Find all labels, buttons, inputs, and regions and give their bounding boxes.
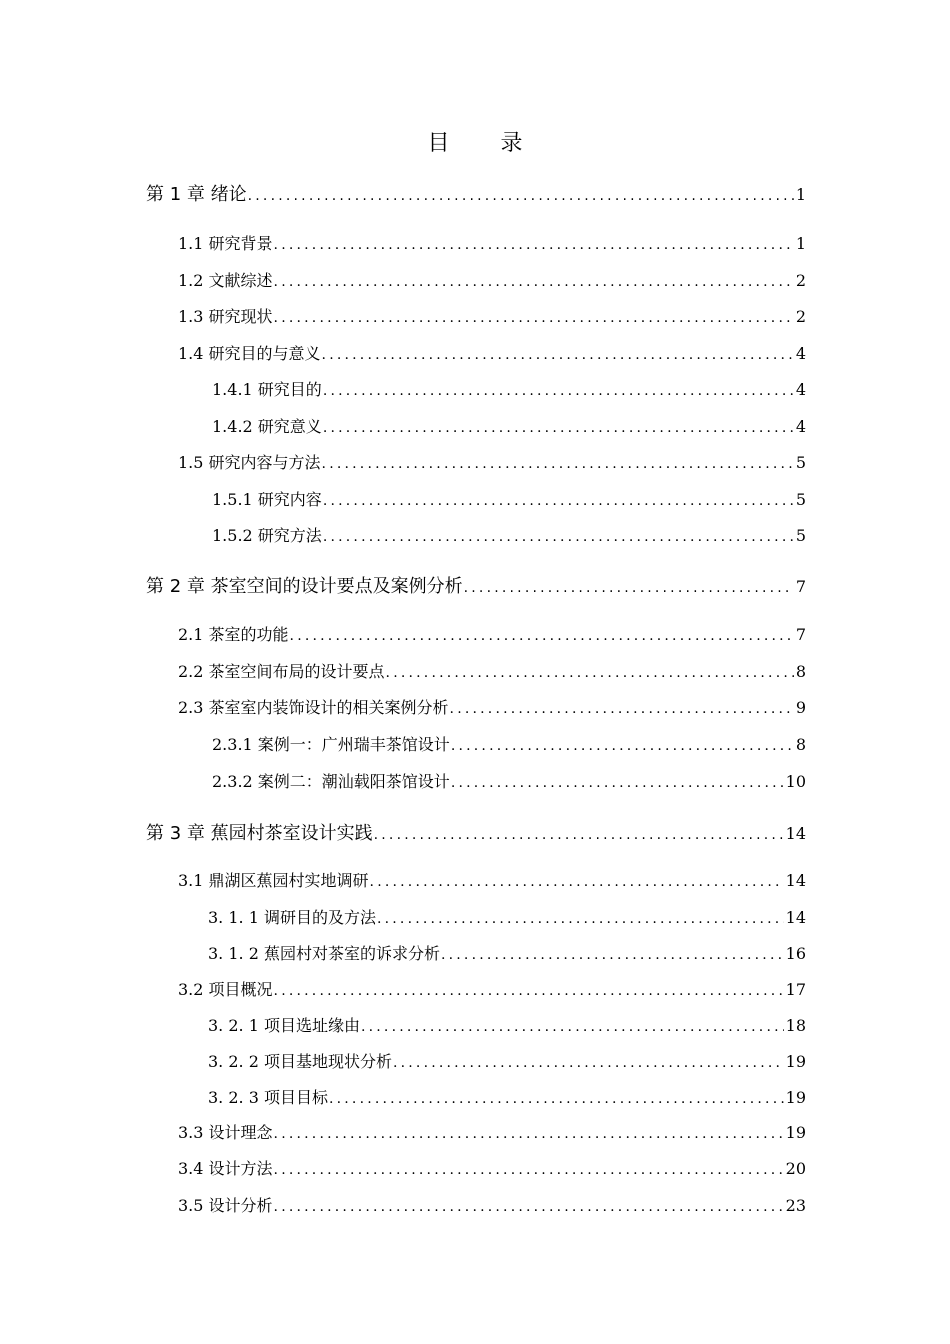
toc-entry[interactable] (212, 487, 806, 510)
toc-page-number: 4 (795, 380, 806, 399)
dot-leader (393, 1055, 784, 1071)
dot-leader (274, 1162, 784, 1178)
toc-entry-text: 3.5 设计分析 (178, 1196, 273, 1215)
toc-page-number: 20 (785, 1159, 806, 1178)
toc-entry[interactable] (208, 941, 806, 964)
dot-leader (329, 1091, 784, 1107)
toc-page-number: 2 (795, 307, 806, 326)
dot-leader (290, 628, 794, 644)
dot-leader (322, 347, 794, 363)
toc-entry-text: 1.5 研究内容与方法 (178, 453, 321, 472)
toc-entry-text: 3. 1. 2 蕉园村对茶室的诉求分析 (208, 944, 440, 963)
dot-leader (322, 456, 794, 472)
toc-entry[interactable] (178, 1193, 806, 1216)
toc-page-number: 1 (795, 185, 806, 204)
toc-page-number: 7 (795, 577, 806, 596)
toc-page-number: 4 (795, 417, 806, 436)
toc-entry-text: 第 3 章 蕉园村茶室设计实践 (146, 823, 373, 844)
toc-entry-text: 1.4.2 研究意义 (212, 417, 322, 436)
toc-entry-text: 3.2 项目概况 (178, 980, 273, 999)
dot-leader (441, 947, 784, 963)
toc-page-number: 8 (795, 662, 806, 681)
toc-entry[interactable] (208, 905, 806, 928)
dot-leader (274, 1126, 784, 1142)
dot-leader (361, 1019, 784, 1035)
toc-page-number: 8 (795, 735, 806, 754)
dot-leader (274, 983, 784, 999)
toc-entry[interactable] (178, 977, 806, 1000)
toc-entry-text: 3. 2. 1 项目选址缘由 (208, 1016, 360, 1035)
toc-page-number: 16 (785, 944, 806, 963)
toc-entry-text: 2.2 茶室空间布局的设计要点 (178, 662, 385, 681)
toc-entry-text: 3. 2. 2 项目基地现状分析 (208, 1052, 392, 1071)
dot-leader (374, 827, 784, 843)
dot-leader (323, 383, 794, 399)
toc-entry[interactable] (178, 1156, 806, 1179)
toc-page-number: 9 (795, 698, 806, 717)
toc-page-number: 14 (785, 908, 806, 927)
toc-entry-text: 1.1 研究背景 (178, 234, 273, 253)
toc-page-number: 19 (785, 1088, 806, 1107)
toc-page-number: 1 (795, 234, 806, 253)
toc-page-number: 4 (795, 344, 806, 363)
toc-entry-text: 2.3 茶室室内装饰设计的相关案例分析 (178, 698, 449, 717)
dot-leader (248, 188, 794, 204)
dot-leader (323, 420, 794, 436)
toc-page-number: 19 (785, 1052, 806, 1071)
toc-entry[interactable] (178, 1120, 806, 1143)
toc-entry-text: 3. 1. 1 调研目的及方法 (208, 908, 376, 927)
page-title: 目 录 (427, 131, 545, 156)
dot-leader (451, 775, 784, 791)
toc-page-number: 14 (785, 824, 806, 843)
toc-entry-text: 1.2 文献综述 (178, 271, 273, 290)
toc-chapter-2[interactable] (146, 572, 806, 598)
toc-entry-text: 2.3.1 案例一：广州瑞丰茶馆设计 (212, 735, 450, 754)
toc-entry-text: 3. 2. 3 项目目标 (208, 1088, 328, 1107)
toc-entry[interactable] (178, 622, 806, 645)
toc-page-number: 7 (795, 625, 806, 644)
toc-entry-text: 3.4 设计方法 (178, 1159, 273, 1178)
dot-leader (451, 738, 794, 754)
toc-chapter-3[interactable] (146, 819, 806, 845)
toc-entry-text: 2.3.2 案例二：潮汕载阳茶馆设计 (212, 772, 450, 791)
toc-entry[interactable] (208, 1049, 806, 1072)
toc-entry-text: 1.4.1 研究目的 (212, 380, 322, 399)
toc-entry[interactable] (212, 414, 806, 437)
dot-leader (274, 274, 794, 290)
toc-chapter-1[interactable] (146, 180, 806, 206)
toc-page-number: 10 (785, 772, 806, 791)
toc-entry-text: 2.1 茶室的功能 (178, 625, 289, 644)
toc-entry[interactable] (178, 341, 806, 364)
toc-page-number: 19 (785, 1123, 806, 1142)
toc-entry[interactable] (178, 695, 806, 718)
toc-page-number: 18 (785, 1016, 806, 1035)
toc-entry[interactable] (178, 659, 806, 682)
toc-page-number: 5 (795, 490, 806, 509)
toc-entry-text: 1.3 研究现状 (178, 307, 273, 326)
toc-entry[interactable] (212, 769, 806, 792)
toc-entry[interactable] (178, 450, 806, 473)
toc-page-number: 17 (785, 980, 806, 999)
toc-entry-text: 第 1 章 绪论 (146, 184, 247, 205)
toc-entry-text: 3.1 鼎湖区蕉园村实地调研 (178, 871, 369, 890)
dot-leader (370, 874, 784, 890)
toc-entry-text: 1.5.1 研究内容 (212, 490, 322, 509)
dot-leader (386, 665, 794, 681)
toc-page-number: 2 (795, 271, 806, 290)
toc-entry-text: 1.5.2 研究方法 (212, 526, 322, 545)
dot-leader (323, 493, 794, 509)
toc-entry[interactable] (178, 868, 806, 891)
toc-page-number: 5 (795, 453, 806, 472)
dot-leader (274, 310, 794, 326)
toc-entry[interactable] (212, 377, 806, 400)
toc-entry[interactable] (178, 231, 806, 254)
toc-entry[interactable] (208, 1085, 806, 1108)
toc-entry-text: 3.3 设计理念 (178, 1123, 273, 1142)
dot-leader (323, 529, 794, 545)
toc-entry-text: 第 2 章 茶室空间的设计要点及案例分析 (146, 576, 463, 597)
dot-leader (274, 1199, 784, 1215)
toc-page-number: 5 (795, 526, 806, 545)
dot-leader (377, 911, 784, 927)
dot-leader (274, 237, 794, 253)
toc-entry[interactable] (212, 732, 806, 755)
toc-entry[interactable] (178, 304, 806, 327)
dot-leader (464, 580, 794, 596)
toc-entry-text: 1.4 研究目的与意义 (178, 344, 321, 363)
dot-leader (450, 701, 794, 717)
toc-entry[interactable] (208, 1013, 806, 1036)
toc-page-number: 14 (785, 871, 806, 890)
toc-entry[interactable] (212, 523, 806, 546)
toc-page-number: 23 (785, 1196, 806, 1215)
toc-entry[interactable] (178, 268, 806, 291)
